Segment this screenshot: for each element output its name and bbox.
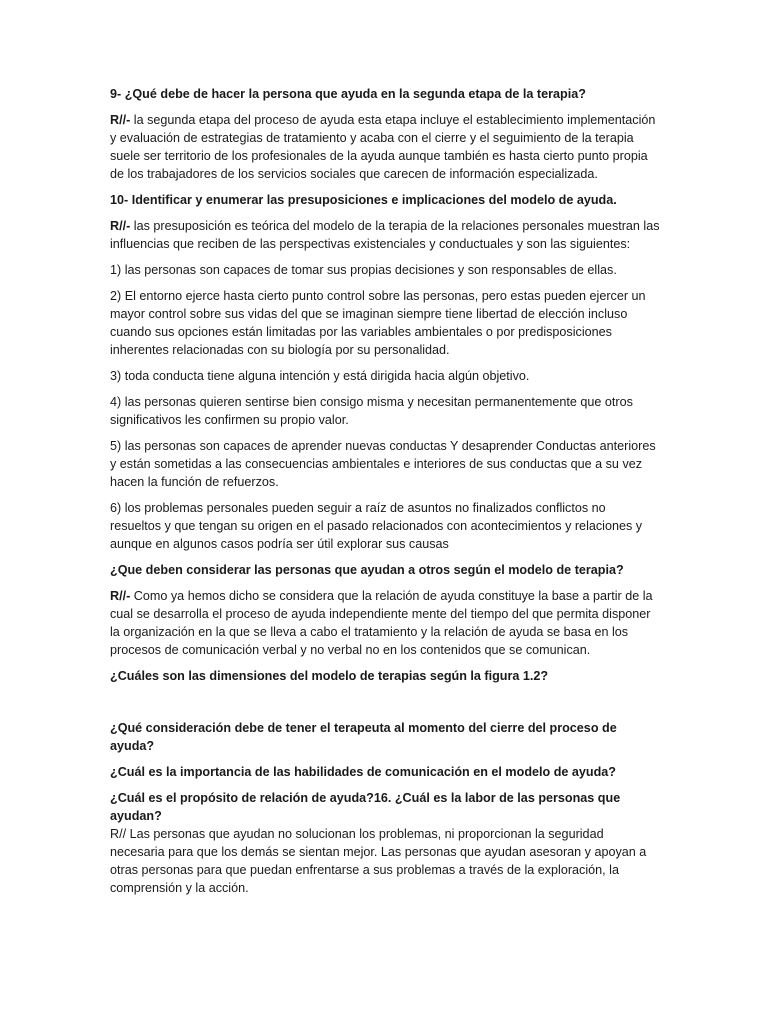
question-13: ¿Qué consideración debe de tener el terapeuta al momento del cierre del proceso de ayuda?: [110, 721, 617, 753]
document-page: [110, 85, 660, 905]
answer-11: [110, 587, 660, 659]
answer-11-text: Como ya hemos dicho se considera que la relación de ayuda constituye la base a partir de la cual se desarrolla el proceso de ayuda independiente mente del tiempo del que permita disponer la organización en la que se lleva a cabo el tratamiento y la relación de ayuda se basa en los procesos de comunicación verbal y no verbal no en los contenidos que se comunican.: [110, 589, 653, 657]
question-10: 10- Identificar y enumerar las presuposiciones e implicaciones del modelo de ayuda.: [110, 193, 617, 207]
answer-9: [110, 111, 660, 183]
list-item-1: 1) las personas son capaces de tomar sus propias decisiones y son responsables de ellas.: [110, 263, 617, 277]
answer-15: R// Las personas que ayudan no solucionan los problemas, ni proporcionan la seguridad necesaria para que los demás se sientan mejor. Las personas que ayudan asesoran y apoyan a otras personas para que puedan enfrentarse a sus problemas a través de la exploración, la comprensión y la acción.: [110, 827, 647, 895]
list-item-6: 6) los problemas personales pueden seguir a raíz de asuntos no finalizados conflictos no resueltos y que tengan su origen en el pasado relacionados con acontecimientos y relaciones y aunque en algunos casos podría ser útil explorar sus causas: [110, 501, 643, 551]
question-9: 9- ¿Qué debe de hacer la persona que ayuda en la segunda etapa de la terapia?: [110, 87, 586, 101]
blank-space: [110, 693, 660, 719]
answer-9-text: la segunda etapa del proceso de ayuda esta etapa incluye el establecimiento implementación y evaluación de estrategias de tratamiento y acaba con el cierre y el seguimiento de la terapia suele ser territorio de los profesionales de la ayuda aunque también es hasta cierto punto propia de los trabajadores de los servicios sociales que carecen de información especializada.: [110, 113, 656, 181]
list-item-5: 5) las personas son capaces de aprender nuevas conductas Y desaprender Conductas anteriores y están sometidas a las consecuencias ambientales e interiores de sus conductas que a su vez hacen la función de refuerzos.: [110, 439, 656, 489]
question-12: ¿Cuáles son las dimensiones del modelo de terapias según la figura 1.2?: [110, 669, 549, 683]
question-15: ¿Cuál es el propósito de relación de ayuda?16. ¿Cuál es la labor de las personas que ayudan?: [110, 791, 621, 823]
answer-10: [110, 217, 660, 253]
list-item-3: 3) toda conducta tiene alguna intención y está dirigida hacia algún objetivo.: [110, 369, 530, 383]
answer-11-lead: R//-: [110, 589, 131, 603]
answer-10-text: las presuposición es teórica del modelo de la terapia de la relaciones personales muestran las influencias que reciben de las perspectivas existenciales y conductuales y son las siguientes:: [110, 219, 660, 251]
question-14: ¿Cuál es la importancia de las habilidades de comunicación en el modelo de ayuda?: [110, 765, 616, 779]
answer-9-lead: R//-: [110, 113, 131, 127]
answer-10-lead: R//-: [110, 219, 131, 233]
list-item-2: 2) El entorno ejerce hasta cierto punto control sobre las personas, pero estas pueden ejercer un mayor control sobre sus vidas del que se imaginan siempre tiene libertad de elección incluso cuando sus opciones están limitadas por las variables ambientales o por predisposiciones inherentes relacionadas con su biología por su personalidad.: [110, 289, 646, 357]
list-item-4: 4) las personas quieren sentirse bien consigo misma y necesitan permanentemente que otros significativos les confirmen su propio valor.: [110, 395, 633, 427]
question-11: ¿Que deben considerar las personas que ayudan a otros según el modelo de terapia?: [110, 563, 624, 577]
